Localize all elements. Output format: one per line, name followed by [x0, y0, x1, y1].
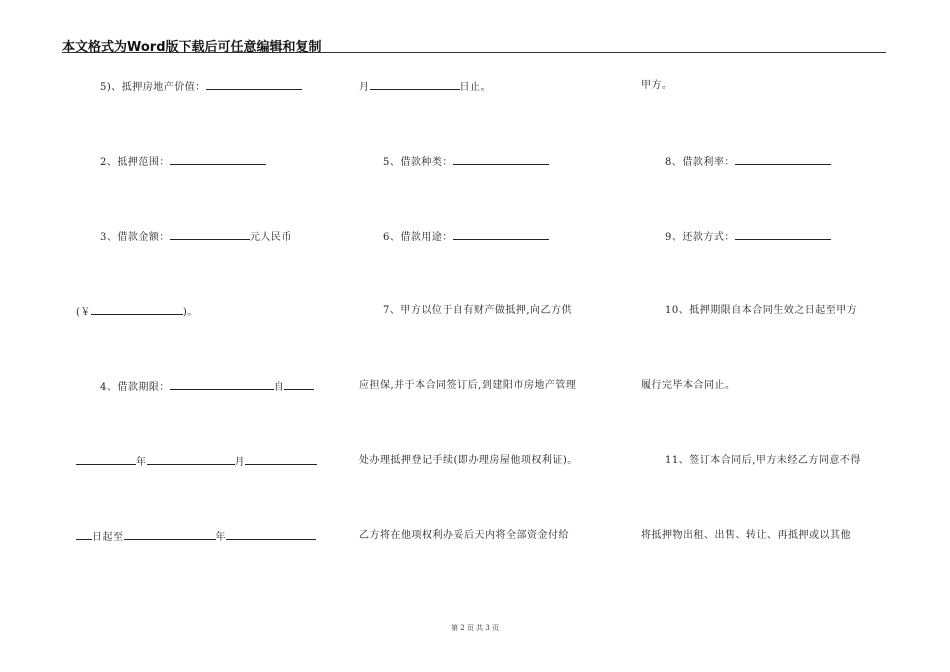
fill-blank — [226, 530, 316, 540]
fill-blank — [124, 530, 216, 540]
text-line — [383, 230, 549, 244]
label: 月 — [359, 82, 370, 93]
text-line — [100, 155, 266, 169]
label: 6、借款用途： — [383, 232, 453, 243]
text-line: 应担保,并于本合同签订后,到建阳市房地产管理 — [359, 380, 577, 391]
fill-blank — [453, 230, 549, 240]
text-line — [100, 80, 302, 94]
label: 5)、抵押房地产价值： — [100, 82, 206, 93]
fill-blank — [453, 155, 549, 165]
text-line: 11、签订本合同后,甲方未经乙方同意不得 — [665, 455, 861, 466]
fill-blank — [91, 305, 183, 315]
label: (￥ — [76, 307, 91, 318]
text-line: 7、甲方以位于自有财产做抵押,向乙方供 — [383, 305, 573, 316]
text-line — [383, 155, 549, 169]
fill-blank — [170, 230, 250, 240]
label: 年 — [215, 532, 226, 543]
text-line — [359, 80, 491, 94]
label: 自 — [273, 382, 285, 393]
text-line — [76, 530, 316, 544]
fill-blank — [370, 80, 460, 90]
fill-blank — [206, 80, 302, 90]
label: 4、借款期限： — [100, 382, 170, 393]
label: )。 — [182, 307, 198, 318]
label: 9、还款方式： — [665, 232, 735, 243]
label: 3、借款金额： — [100, 232, 170, 243]
text-line — [76, 455, 317, 469]
text-line: 处办理抵押登记手续(即办理房屋他项权利证)。 — [359, 455, 578, 466]
fill-blank — [170, 155, 266, 165]
fill-blank — [76, 455, 136, 465]
page-footer: 第 2 页 共 3 页 — [450, 624, 500, 632]
text-line: 10、抵押期限自本合同生效之日起至甲方 — [665, 305, 858, 316]
label: 日起至 — [92, 532, 124, 543]
label: 日止。 — [459, 82, 491, 93]
text-line — [665, 230, 831, 244]
label: 月 — [234, 457, 245, 468]
label: 8、借款利率： — [665, 157, 735, 168]
label: 年 — [136, 457, 147, 468]
text-line — [100, 380, 314, 394]
header-rule — [62, 52, 886, 53]
label: 5、借款种类： — [383, 157, 453, 168]
fill-blank — [284, 380, 314, 390]
text-line: 履行完毕本合同止。 — [641, 380, 736, 391]
text-line — [665, 155, 831, 169]
fill-blank — [147, 455, 235, 465]
label: 2、抵押范围： — [100, 157, 170, 168]
text-line: 甲方。 — [641, 80, 673, 91]
fill-blank — [170, 380, 274, 390]
page-header: 本文格式为Word版下载后可任意编辑和复制 — [62, 40, 322, 55]
text-line: 将抵押物出租、出售、转让、再抵押或以其他 — [641, 530, 851, 541]
fill-blank — [735, 230, 831, 240]
label: 元人民币 — [249, 232, 292, 243]
fill-blank — [245, 455, 317, 465]
text-line: 乙方将在他项权利办妥后天内将全部资金付给 — [359, 530, 569, 541]
text-line — [100, 230, 292, 244]
text-line — [76, 305, 198, 319]
fill-blank — [735, 155, 831, 165]
fill-blank — [76, 530, 92, 540]
